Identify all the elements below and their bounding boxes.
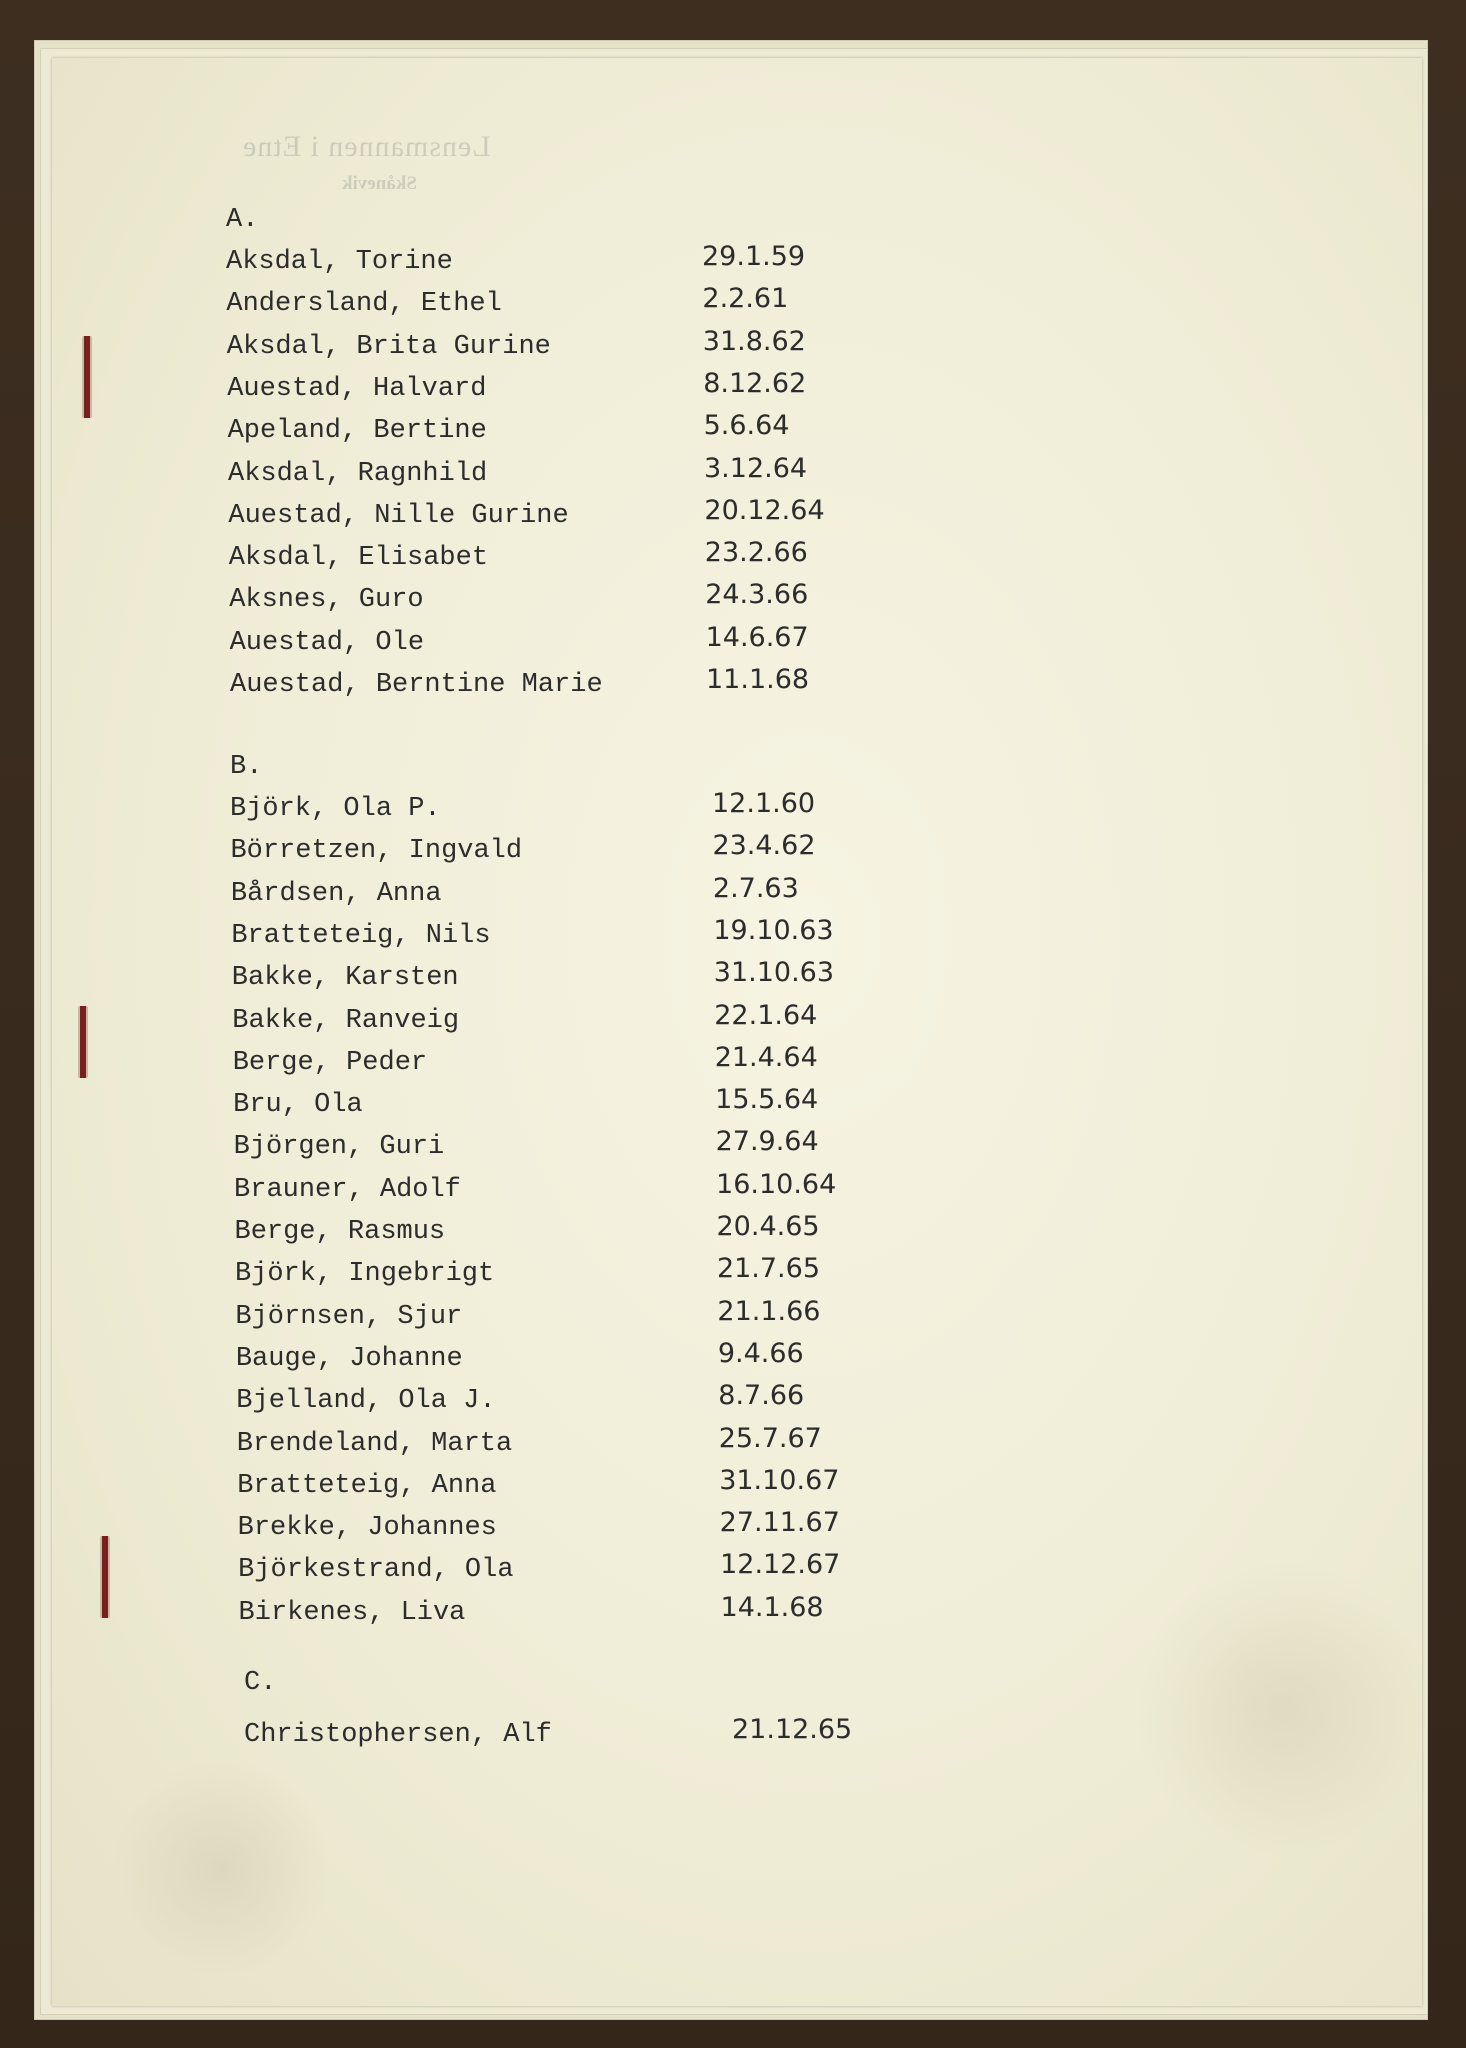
entry-date: 20.4.65	[716, 1211, 820, 1242]
section-letter: B.	[230, 752, 263, 782]
entry-name: Björgen, Guri	[233, 1132, 445, 1163]
entry-date: 21.1.66	[717, 1295, 821, 1327]
entry-date: 23.4.62	[712, 830, 816, 862]
entry-name: Aksdal, Ragnhild	[228, 458, 488, 489]
entry-date: 25.7.67	[718, 1422, 822, 1454]
entry-date: 21.4.64	[714, 1041, 818, 1073]
entry-date: 3.12.64	[704, 452, 808, 484]
entry-name: Aksdal, Elisabet	[228, 543, 489, 574]
entry-date: 21.7.65	[716, 1253, 820, 1285]
entry-name: Auestad, Nille Gurine	[228, 500, 569, 531]
entry-name: Björk, Ingebrigt	[234, 1259, 495, 1290]
entry-name: Birkenes, Liva	[238, 1597, 466, 1628]
entry-date: 31.8.62	[702, 325, 806, 357]
entry-name: Bakke, Karsten	[231, 963, 459, 994]
entry-name: Bårdsen, Anna	[230, 878, 442, 909]
entry-date: 16.10.64	[716, 1168, 837, 1200]
entry-name: Bru, Ola	[233, 1090, 363, 1121]
entry-date: 9.4.66	[717, 1337, 804, 1369]
section-letter: A.	[226, 205, 259, 235]
entry-date: 8.7.66	[718, 1380, 805, 1412]
entry-name: Aksdal, Brita Gurine	[226, 331, 551, 362]
entry-date: 2.7.63	[712, 872, 799, 904]
entry-name: Apeland, Bertine	[227, 416, 487, 447]
entry-name: Björkestrand, Ola	[238, 1555, 514, 1586]
entry-date: 21.12.65	[732, 1714, 853, 1745]
entry-name: Börretzen, Ingvald	[230, 836, 523, 867]
document-page	[52, 58, 1422, 2006]
entry-date: 2.2.61	[702, 283, 789, 315]
entry-name: Berge, Peder	[232, 1047, 428, 1078]
entry-name: Bjelland, Ola J.	[236, 1386, 496, 1417]
bleed-header-subtitle: Skånevik	[342, 173, 417, 194]
section-letter: C.	[244, 1668, 277, 1698]
entry-date: 31.10.63	[713, 957, 835, 989]
entry-name: Auestad, Halvard	[227, 373, 487, 404]
entry-name: Bauge, Johanne	[235, 1343, 463, 1374]
entry-name: Bratteteig, Anna	[237, 1470, 497, 1501]
entry-name: Björnsen, Sjur	[235, 1301, 463, 1332]
entry-date: 14.6.67	[705, 621, 809, 653]
entry-name: Brauner, Adolf	[234, 1174, 461, 1205]
entry-name: Andersland, Ethel	[226, 289, 502, 320]
entry-name: Aksdal, Torine	[226, 247, 453, 277]
entry-date: 8.12.62	[703, 367, 807, 399]
entry-date: 22.1.64	[714, 999, 818, 1031]
entry-date: 27.11.67	[719, 1507, 840, 1539]
entry-date: 12.12.67	[720, 1549, 841, 1581]
entry-date: 24.3.66	[705, 579, 809, 611]
entry-date: 19.10.63	[713, 914, 834, 946]
entry-date: 31.10.67	[719, 1464, 840, 1496]
entry-date: 23.2.66	[704, 537, 808, 569]
entry-name: Björk, Ola P.	[230, 794, 441, 824]
bleed-header-title: Lensmannen i Etne	[242, 130, 491, 163]
entry-date: 27.9.64	[715, 1126, 819, 1158]
entry-name: Bratteteig, Nils	[231, 920, 491, 951]
entry-name: Berge, Rasmus	[234, 1217, 446, 1247]
entry-name: Aksnes, Guro	[229, 585, 424, 616]
entry-date: 14.1.68	[720, 1591, 824, 1623]
entry-name: Brekke, Johannes	[237, 1513, 497, 1544]
entry-name: Auestad, Ole	[229, 627, 425, 658]
entry-name: Bakke, Ranveig	[232, 1005, 460, 1036]
entry-date: 5.6.64	[703, 410, 790, 442]
entry-date: 20.12.64	[704, 494, 825, 526]
entry-name: Auestad, Berntine Marie	[230, 670, 603, 700]
entry-name: Christophersen, Alf	[244, 1720, 552, 1750]
entry-date: 12.1.60	[712, 788, 816, 819]
entry-name: Brendeland, Marta	[236, 1428, 513, 1459]
name-date-list	[52, 58, 1422, 2006]
entry-date: 15.5.64	[715, 1084, 819, 1116]
entry-date: 29.1.59	[702, 241, 806, 272]
entry-date: 11.1.68	[706, 664, 810, 695]
